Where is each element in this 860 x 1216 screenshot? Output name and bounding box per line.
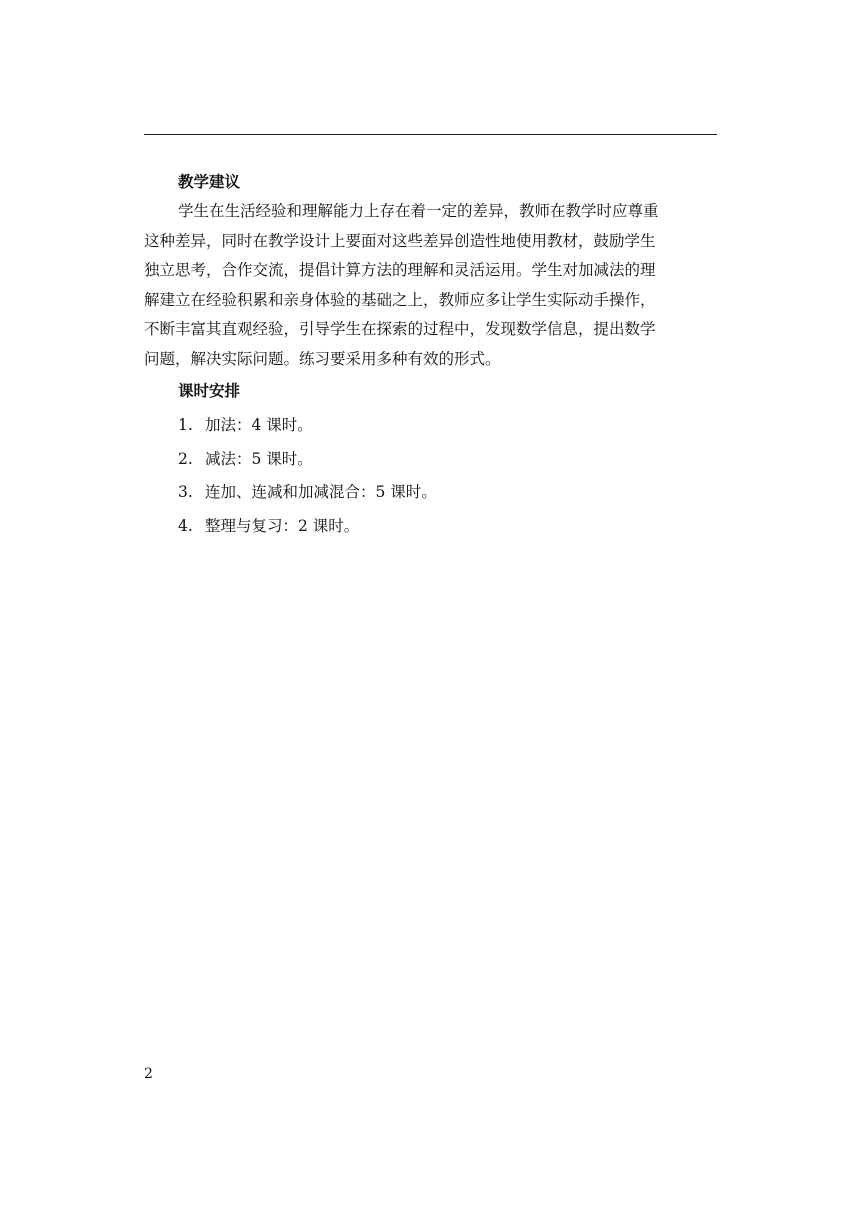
list-item-number: 1.: [178, 416, 193, 434]
list-item: [144, 443, 717, 477]
page-number: 2: [144, 1066, 153, 1082]
list-item-text: 减法：5 课时。: [205, 449, 313, 468]
paragraph-line: 这种差异，同时在教学设计上要面对这些差异创造性地使用教材，鼓励学生: [144, 231, 656, 250]
page-content: [144, 168, 717, 543]
section-title-lesson-schedule: 课时安排: [178, 382, 241, 400]
header-rule: [144, 134, 717, 135]
paragraph-line: 不断丰富其直观经验，引导学生在探索的过程中，发现数学信息，提出数学: [144, 320, 656, 338]
list-item-number: 2.: [178, 449, 193, 468]
paragraph-line: 独立思考，合作交流，提倡计算方法的理解和灵活运用。学生对加减法的理: [144, 261, 656, 279]
teaching-suggestions-paragraph: [144, 197, 717, 374]
list-item-text: 连加、连减和加减混合：5 课时。: [205, 483, 437, 501]
list-item: [144, 476, 717, 510]
list-item-text: 整理与复习：2 课时。: [205, 516, 360, 535]
list-item: [144, 510, 717, 544]
list-item-number: 3.: [178, 483, 193, 501]
paragraph-line: 解建立在经验积累和亲身体验的基础之上，教师应多让学生实际动手操作，: [144, 290, 656, 309]
list-item-text: 加法：4 课时。: [205, 416, 313, 434]
section-title-teaching-suggestions: 教学建议: [178, 173, 241, 191]
lesson-schedule-list: [144, 409, 717, 543]
paragraph-line: 问题，解决实际问题。练习要采用多种有效的形式。: [144, 349, 501, 368]
list-item-number: 4.: [178, 516, 193, 535]
paragraph-line: 学生在生活经验和理解能力上存在着一定的差异，教师在教学时应尊重: [178, 202, 659, 220]
list-item: [144, 409, 717, 443]
